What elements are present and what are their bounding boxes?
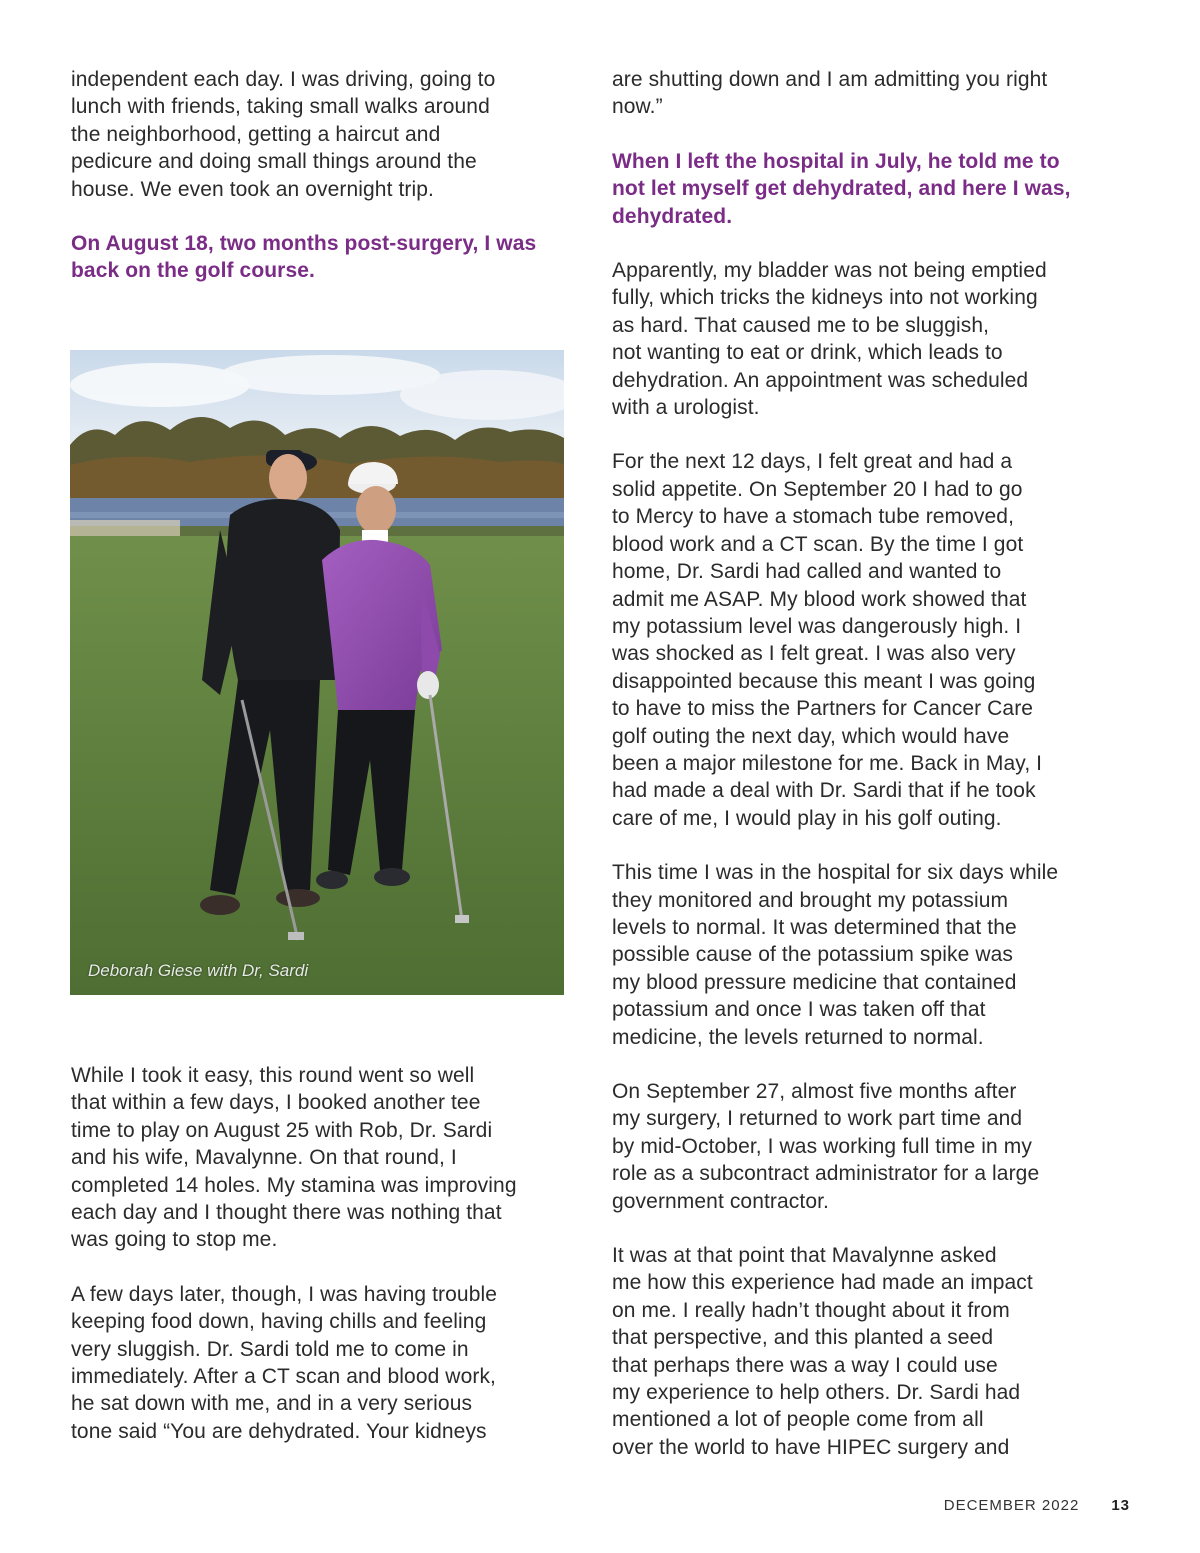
paragraph: While I took it easy, this round went so well that within a few days, I booked another tee time to play on August 25 with Rob, Dr. Sardi and his wife, Mavalynne. On that round, I completed 14 holes. My stamina was improving each day and I thought there was nothing that was going to stop me.: [71, 1064, 517, 1252]
paragraph: independent each day. I was driving, going to lunch with friends, taking small walks around the neighborhood, getting a haircut and pedicure and doing small things around the house. We even took an overnight trip.: [71, 68, 496, 201]
left-column-lower: [71, 1062, 576, 1445]
paragraph: This time I was in the hospital for six days while they monitored and brought my potassium levels to normal. It was determined that the possible cause of the potassium spike was my blood pressure medicine that contained potassium and once I was taken off that medicine, the levels returned to normal.: [612, 861, 1059, 1049]
paragraph: Apparently, my bladder was not being emptied fully, which tricks the kidneys into not working as hard. That caused me to be sluggish, not wanting to eat or drink, which leads to dehydration. An appointment was scheduled with a urologist.: [612, 259, 1047, 420]
page-number: 13: [1111, 1497, 1130, 1514]
issue-date: DECEMBER 2022: [943, 1497, 1080, 1514]
paragraph: A few days later, though, I was having trouble keeping food down, having chills and feeling very sluggish. Dr. Sardi told me to come in immediately. After a CT scan and blood work, he sat down with me, and in a very serious tone said “You are dehydrated. Your kidneys: [71, 1282, 498, 1443]
paragraph: For the next 12 days, I felt great and had a solid appetite. On September 20 I had to go to Mercy to have a stomach tube removed, blood work and a CT scan. By the time I got home, Dr. Sardi had called and wanted to admit me ASAP. My blood work showed that my potassium level was dangerously high. I was shocked as I felt great. I was also very disappointed because this meant I was going to have to miss the Partners for Cancer Care golf outing the next day, which would have been a major milestone for me. Back in May, I had made a deal with Dr. Sardi that if he took care of me, I would play in his golf outing.: [612, 450, 1043, 830]
right-column: [612, 66, 1127, 1461]
pull-quote: When I left the hospital in July, he told me to not let myself get dehydrated, and here I was, dehydrated.: [612, 149, 1071, 228]
paragraph: It was at that point that Mavalynne asked me how this experience had made an impact on me. I really hadn’t thought about it from that perspective, and this planted a seed that perhaps there was a way I could use my experience to help others. Dr. Sardi had mentioned a lot of people come from all over the world to have HIPEC surgery and: [612, 1244, 1033, 1459]
page-footer: [944, 1497, 1130, 1514]
golf-photo: [70, 350, 564, 995]
left-column: [71, 66, 576, 285]
pull-quote: On August 18, two months post-surgery, I was back on the golf course.: [71, 232, 537, 283]
photo-caption: Deborah Giese with Dr, Sardi: [88, 961, 309, 980]
paragraph: On September 27, almost five months after my surgery, I returned to work part time and by mid-October, I was working full time in my role as a subcontract administrator for a large government contractor.: [612, 1080, 1040, 1213]
photo-illustration: [70, 350, 564, 995]
paragraph: are shutting down and I am admitting you right now.”: [612, 68, 1048, 119]
